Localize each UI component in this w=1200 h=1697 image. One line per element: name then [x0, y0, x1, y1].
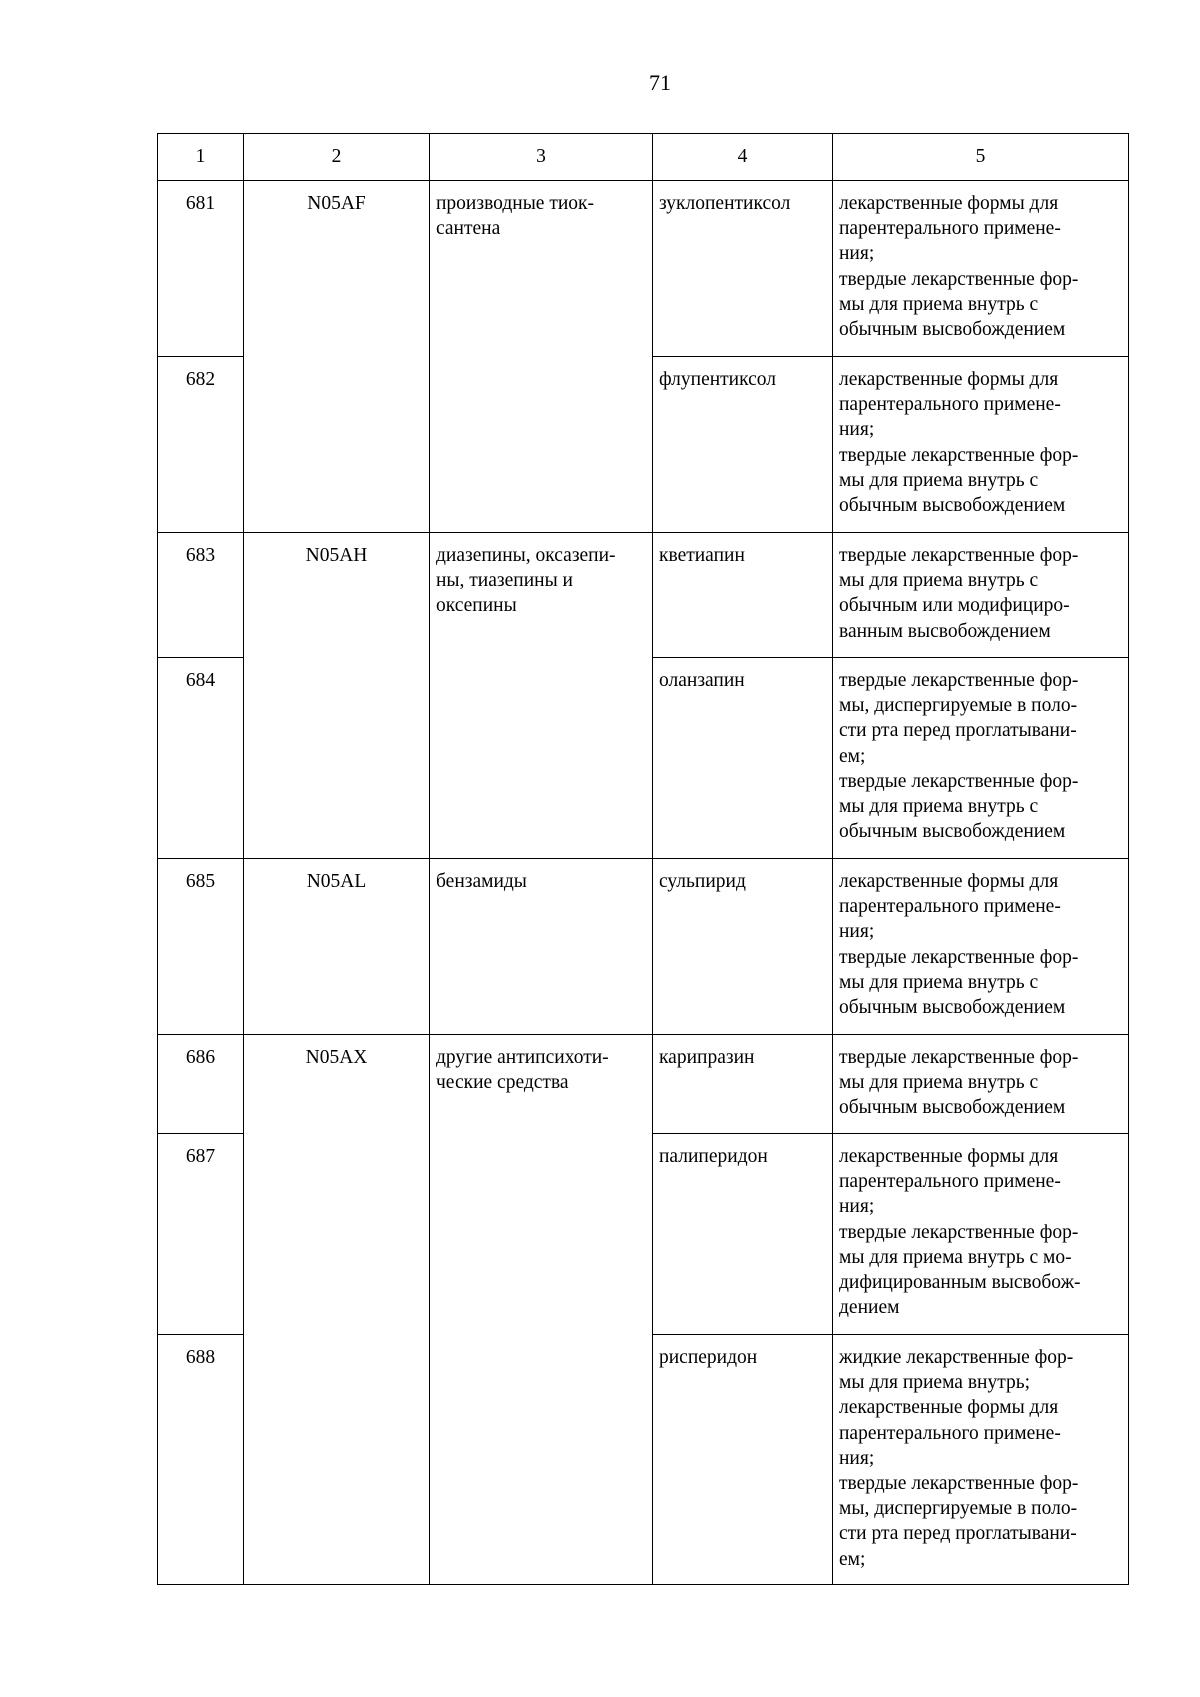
drug-name: рисперидон	[653, 1335, 833, 1585]
row-number: 688	[158, 1335, 244, 1585]
table-row	[158, 1035, 1129, 1134]
row-number: 683	[158, 533, 244, 658]
page-number: 71	[649, 70, 671, 95]
row-number: 686	[158, 1035, 244, 1134]
column-header-1: 1	[158, 134, 244, 181]
row-number: 684	[158, 658, 244, 859]
dosage-forms: жидкие лекарственные фор- мы для приема внутрь; лекарственные формы для парентерального примене- ния; твердые лекарственные фор- мы, диспергируемые в поло- сти рта перед проглатывани- ем;	[833, 1335, 1129, 1585]
pharmacological-group: производные тиок- сантена	[430, 181, 653, 533]
dosage-forms: твердые лекарственные фор- мы для приема внутрь с обычным или модифициро- ванным высвобождением	[833, 533, 1129, 658]
column-header-5: 5	[833, 134, 1129, 181]
atc-code: N05AF	[244, 181, 430, 533]
atc-code: N05AX	[244, 1035, 430, 1585]
drug-name: оланзапин	[653, 658, 833, 859]
table-header-row	[158, 134, 1129, 181]
dosage-forms: лекарственные формы для парентерального примене- ния; твердые лекарственные фор- мы для приема внутрь с обычным высвобождением	[833, 181, 1129, 357]
drug-table	[157, 133, 1129, 1585]
dosage-forms: лекарственные формы для парентерального примене- ния; твердые лекарственные фор- мы для приема внутрь с обычным высвобождением	[833, 357, 1129, 533]
column-header-2: 2	[244, 134, 430, 181]
table-row	[158, 859, 1129, 1035]
dosage-forms: лекарственные формы для парентерального примене- ния; твердые лекарственные фор- мы для приема внутрь с мо- дифицированным высвобож- дением	[833, 1134, 1129, 1335]
drug-name: сульпирид	[653, 859, 833, 1035]
row-number: 685	[158, 859, 244, 1035]
drug-name: кветиапин	[653, 533, 833, 658]
row-number: 681	[158, 181, 244, 357]
table-row	[158, 533, 1129, 658]
drug-name: карипразин	[653, 1035, 833, 1134]
drug-name: флупентиксол	[653, 357, 833, 533]
pharmacological-group: другие антипсихоти- ческие средства	[430, 1035, 653, 1585]
atc-code: N05AH	[244, 533, 430, 859]
drug-name: палиперидон	[653, 1134, 833, 1335]
pharmacological-group: диазепины, оксазепи- ны, тиазепины и оксепины	[430, 533, 653, 859]
table-row	[158, 181, 1129, 357]
dosage-forms: твердые лекарственные фор- мы для приема внутрь с обычным высвобождением	[833, 1035, 1129, 1134]
atc-code: N05AL	[244, 859, 430, 1035]
column-header-4: 4	[653, 134, 833, 181]
pharmacological-group: бензамиды	[430, 859, 653, 1035]
drug-name: зуклопентиксол	[653, 181, 833, 357]
dosage-forms: лекарственные формы для парентерального примене- ния; твердые лекарственные фор- мы для приема внутрь с обычным высвобождением	[833, 859, 1129, 1035]
row-number: 687	[158, 1134, 244, 1335]
dosage-forms: твердые лекарственные фор- мы, диспергируемые в поло- сти рта перед проглатывани- ем; твердые лекарственные фор- мы для приема внутрь с обычным высвобождением	[833, 658, 1129, 859]
column-header-3: 3	[430, 134, 653, 181]
row-number: 682	[158, 357, 244, 533]
